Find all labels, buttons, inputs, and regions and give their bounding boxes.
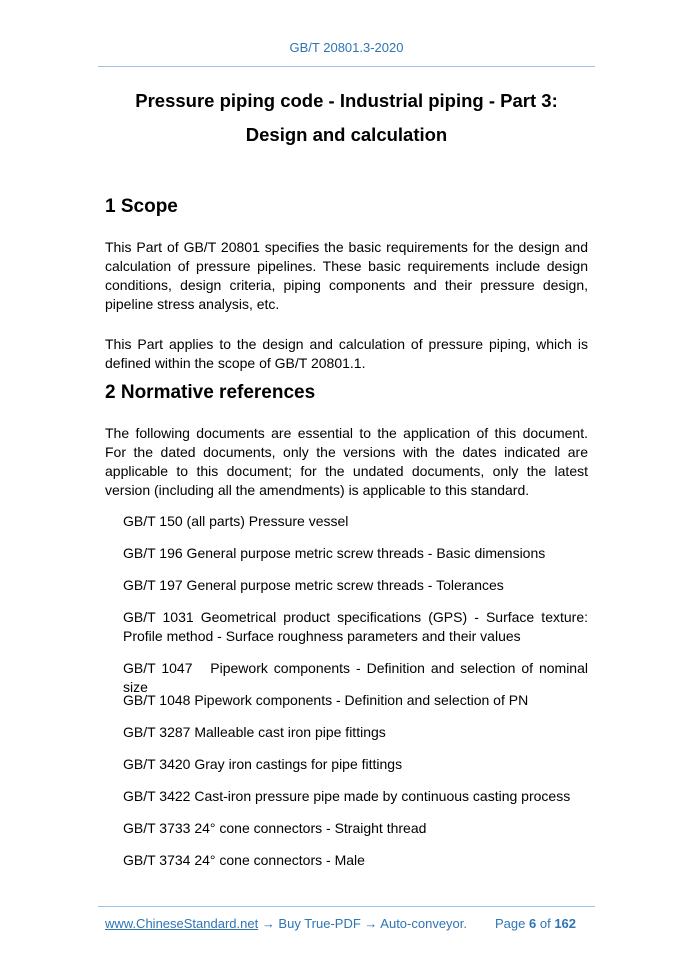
reference-item: GB/T 1031 Geometrical product specifications (GPS) - Surface texture: Profile method - Surface roughness parameters and their values [123, 609, 588, 644]
section-heading-scope: 1 Scope [105, 196, 178, 217]
scope-paragraph: This Part of GB/T 20801 specifies the basic requirements for the design and calculation of pressure pipelines. These basic requirements include design conditions, design criteria, piping components and their pressure design, pipeline stress analysis, etc. [105, 239, 588, 312]
reference-item: GB/T 3287 Malleable cast iron pipe fittings [123, 724, 386, 740]
reference-item: GB/T 3734 24° cone connectors - Male [123, 852, 365, 868]
reference-item: GB/T 3420 Gray iron castings for pipe fittings [123, 756, 403, 772]
page-current: 6 [529, 916, 537, 931]
section-heading-normative-references: 2 Normative references [105, 382, 316, 403]
reference-item: GB/T 150 (all parts) Pressure vessel [123, 513, 349, 529]
reference-item: GB/T 1047 Pipework components - Definition and selection of nominal size [123, 660, 588, 695]
footer-tagline: → Buy True-PDF → Auto-conveyor. [258, 916, 468, 931]
reference-item: GB/T 3422 Cast-iron pressure pipe made by continuous casting process [123, 788, 571, 804]
footer-divider [98, 906, 595, 907]
page-total: 162 [554, 916, 577, 931]
reference-item: GB/T 3733 24° cone connectors - Straight thread [123, 820, 427, 836]
of-label: of [539, 916, 551, 931]
reference-item: GB/T 197 General purpose metric screw threads - Tolerances [123, 577, 504, 593]
document-header: GB/T 20801.3-2020 [289, 40, 404, 55]
reference-item: GB/T 196 General purpose metric screw threads - Basic dimensions [123, 545, 546, 561]
website-link[interactable]: www.ChineseStandard.net [105, 916, 259, 931]
reference-item: GB/T 1048 Pipework components - Definition and selection of PN [123, 692, 529, 708]
page-indicator [495, 916, 576, 931]
document-title-line1: Pressure piping code - Industrial piping - Part 3: [135, 90, 558, 111]
header-divider [98, 66, 595, 67]
footer-promo [105, 916, 467, 931]
normative-intro-paragraph: The following documents are essential to the application of this document. For the dated documents, only the versions with the dates indicated are applicable to this document; for the undated documents, only the latest version (including all the amendments) is applicable to this standard. [105, 425, 588, 498]
scope-paragraph: This Part applies to the design and calculation of pressure piping, which is defined within the scope of GB/T 20801.1. [105, 336, 588, 371]
document-title-line2: Design and calculation [245, 124, 448, 145]
page-label: Page [495, 916, 526, 931]
